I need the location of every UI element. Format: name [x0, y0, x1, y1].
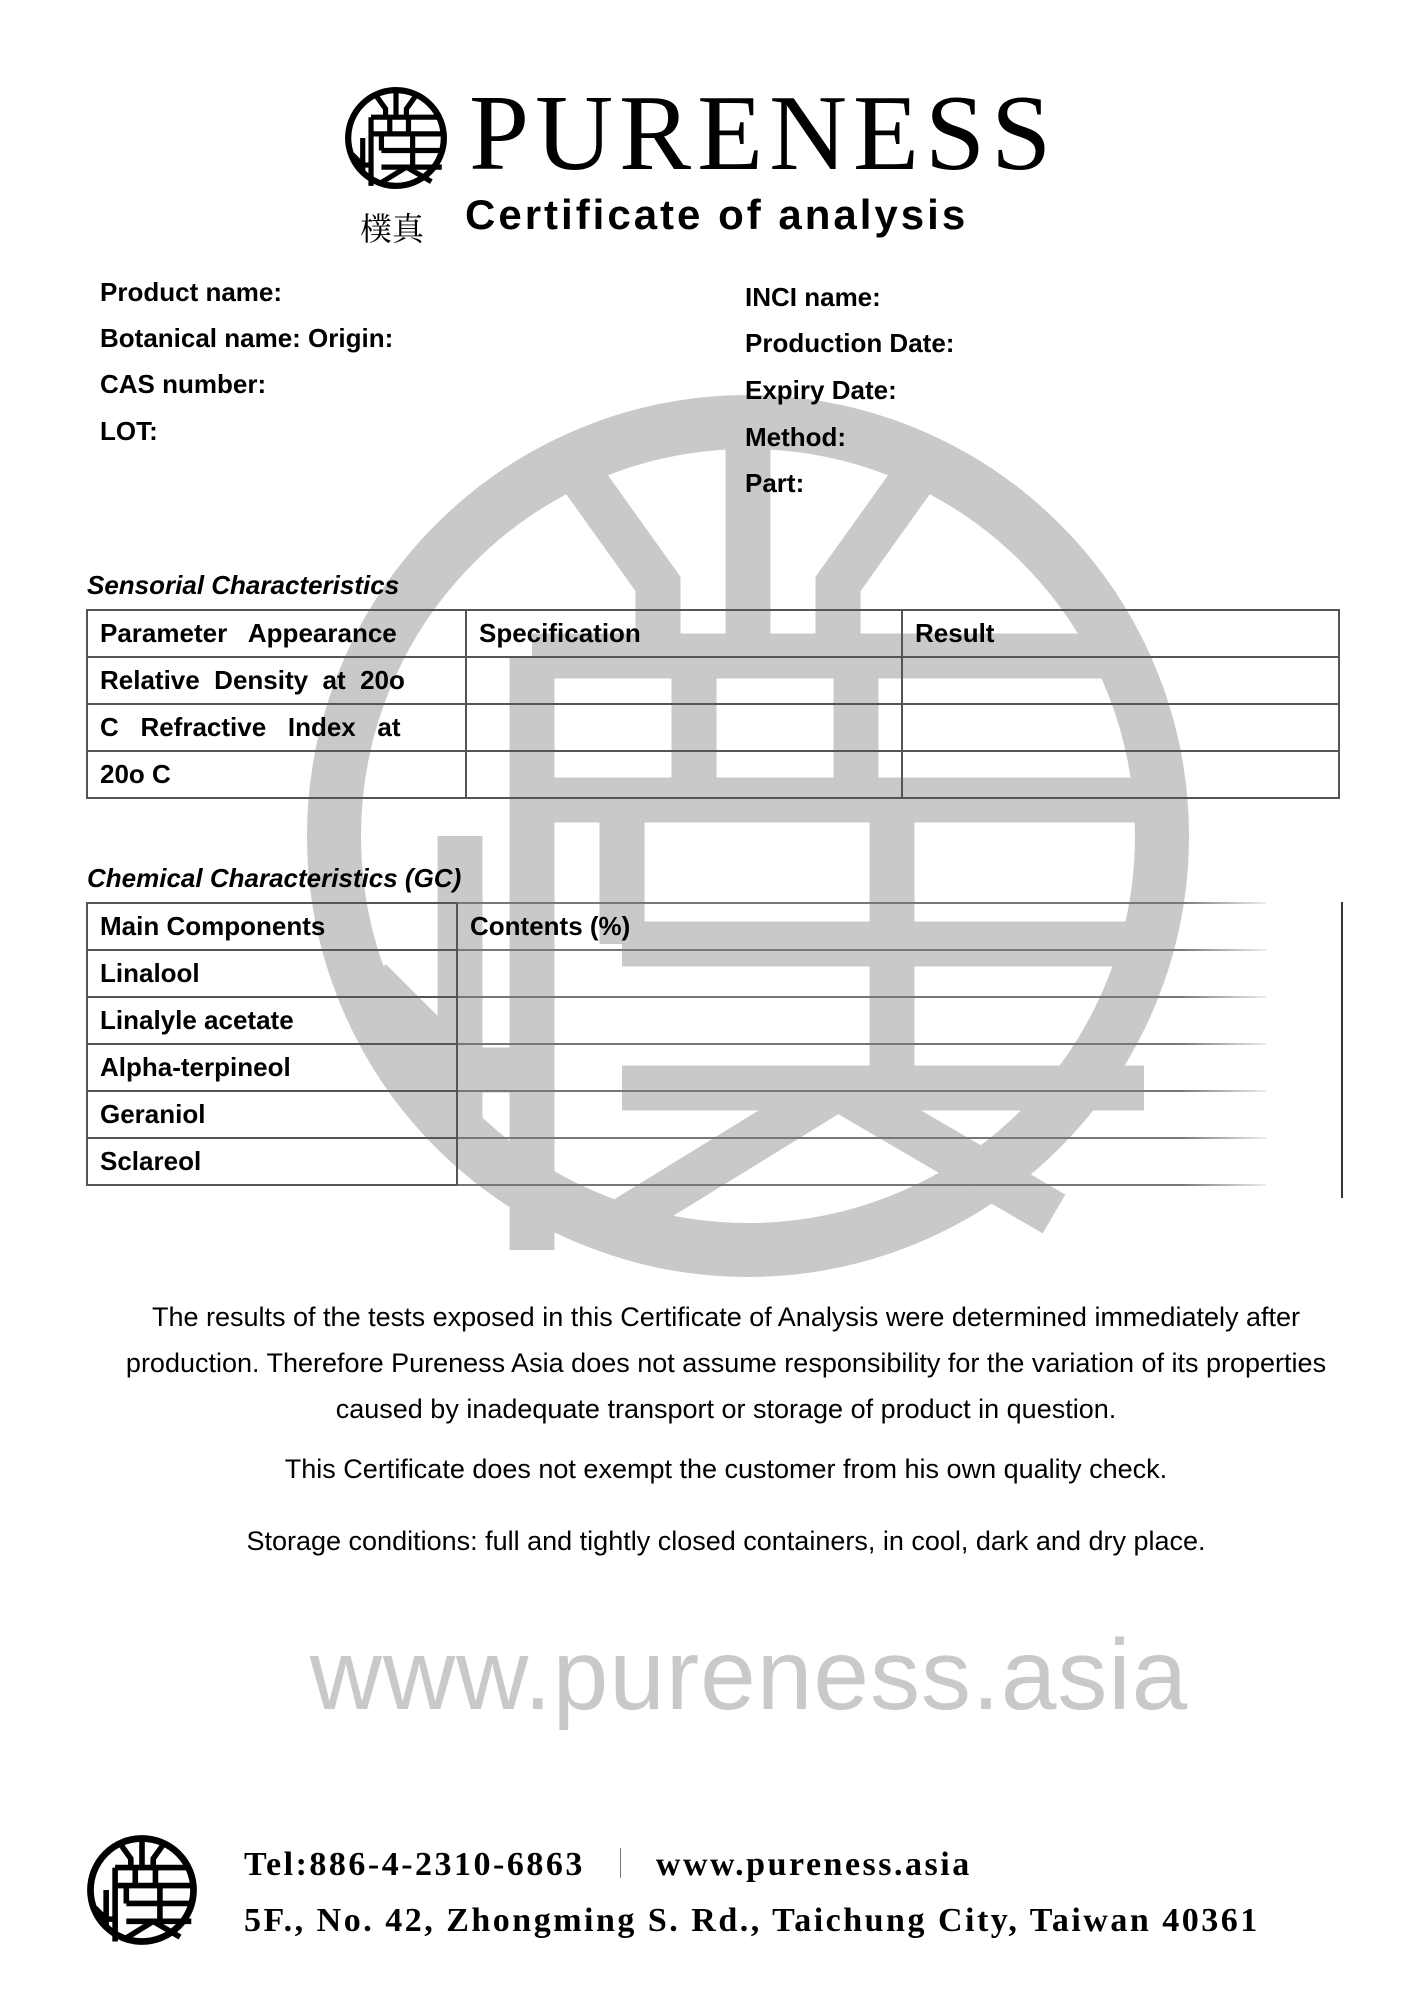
sensorial-table	[86, 609, 1340, 799]
footer-logo-icon	[86, 1834, 198, 1946]
disclaimer-line: production. Therefore Pureness Asia does not assume responsibility for the variation of its properties	[125, 1348, 1327, 1378]
watermark-text: www.pureness.asia	[309, 1619, 1189, 1731]
table-row	[87, 1044, 1266, 1091]
field-expiry-date: Expiry Date:	[745, 375, 897, 405]
table-fade	[1180, 900, 1280, 1200]
table-row	[87, 950, 1266, 997]
parameter-cell: Relative Density at 20o	[87, 657, 466, 704]
header-result: Result	[902, 610, 1339, 657]
footer-contact-line	[244, 1846, 972, 1884]
component-cell: Linalyle acetate	[87, 997, 457, 1044]
contents-cell	[457, 1138, 1266, 1185]
contents-cell	[457, 1091, 1266, 1138]
header-specification: Specification	[466, 610, 902, 657]
result-cell	[902, 751, 1339, 798]
table-row	[87, 1138, 1266, 1185]
header-contents: Contents (%)	[457, 903, 1266, 950]
document-title: Certificate of analysis	[465, 191, 969, 238]
result-cell	[902, 657, 1339, 704]
footer-address: 5F., No. 42, Zhongming S. Rd., Taichung City, Taiwan 40361	[244, 1902, 1260, 1939]
chemical-table	[86, 902, 1266, 1186]
disclaimer-line: The results of the tests exposed in this Certificate of Analysis were determined immediately after	[151, 1302, 1301, 1332]
field-inci-name: INCI name:	[745, 282, 881, 312]
component-cell: Linalool	[87, 950, 457, 997]
table-right-border	[1341, 902, 1343, 1198]
parameter-cell: C Refractive Index at	[87, 704, 466, 751]
header-main-components: Main Components	[87, 903, 457, 950]
table-row	[87, 1091, 1266, 1138]
brand-name: PURENESS	[469, 74, 1058, 193]
table-header-row	[87, 610, 1339, 657]
field-part: Part:	[745, 468, 805, 498]
field-lot: LOT:	[100, 416, 158, 446]
contents-cell	[457, 950, 1266, 997]
footer-divider	[620, 1848, 621, 1878]
brand-cjk: 樸真	[360, 210, 425, 248]
field-product-name: Product name:	[100, 277, 283, 307]
quality-check-note: This Certificate does not exempt the customer from his own quality check.	[284, 1454, 1168, 1484]
contents-cell	[457, 1044, 1266, 1091]
specification-cell	[466, 657, 902, 704]
field-production-date: Production Date:	[745, 328, 955, 358]
contents-cell	[457, 997, 1266, 1044]
table-header-row	[87, 903, 1266, 950]
sensorial-title: Sensorial Characteristics	[87, 570, 400, 600]
table-row	[87, 751, 1339, 798]
field-cas-number: CAS number:	[100, 369, 267, 399]
component-cell: Geraniol	[87, 1091, 457, 1138]
header-parameter: Parameter Appearance	[87, 610, 466, 657]
result-cell	[902, 704, 1339, 751]
parameter-cell: 20o C	[87, 751, 466, 798]
table-row	[87, 997, 1266, 1044]
component-cell: Alpha-terpineol	[87, 1044, 457, 1091]
disclaimer-paragraph	[80, 1294, 1372, 1432]
footer-website-link[interactable]: www.pureness.asia	[655, 1846, 972, 1883]
field-botanical-origin: Botanical name: Origin:	[100, 323, 394, 353]
specification-cell	[466, 704, 902, 751]
table-row	[87, 704, 1339, 751]
specification-cell	[466, 751, 902, 798]
chemical-title: Chemical Characteristics (GC)	[87, 863, 462, 893]
storage-conditions: Storage conditions: full and tightly closed containers, in cool, dark and dry place.	[246, 1526, 1206, 1556]
component-cell: Sclareol	[87, 1138, 457, 1185]
footer-tel: Tel:886-4-2310-6863	[244, 1846, 585, 1883]
disclaimer-line: caused by inadequate transport or storage of product in question.	[335, 1394, 1117, 1424]
table-row	[87, 657, 1339, 704]
field-method: Method:	[745, 422, 847, 452]
pureness-logo-icon	[344, 86, 448, 190]
